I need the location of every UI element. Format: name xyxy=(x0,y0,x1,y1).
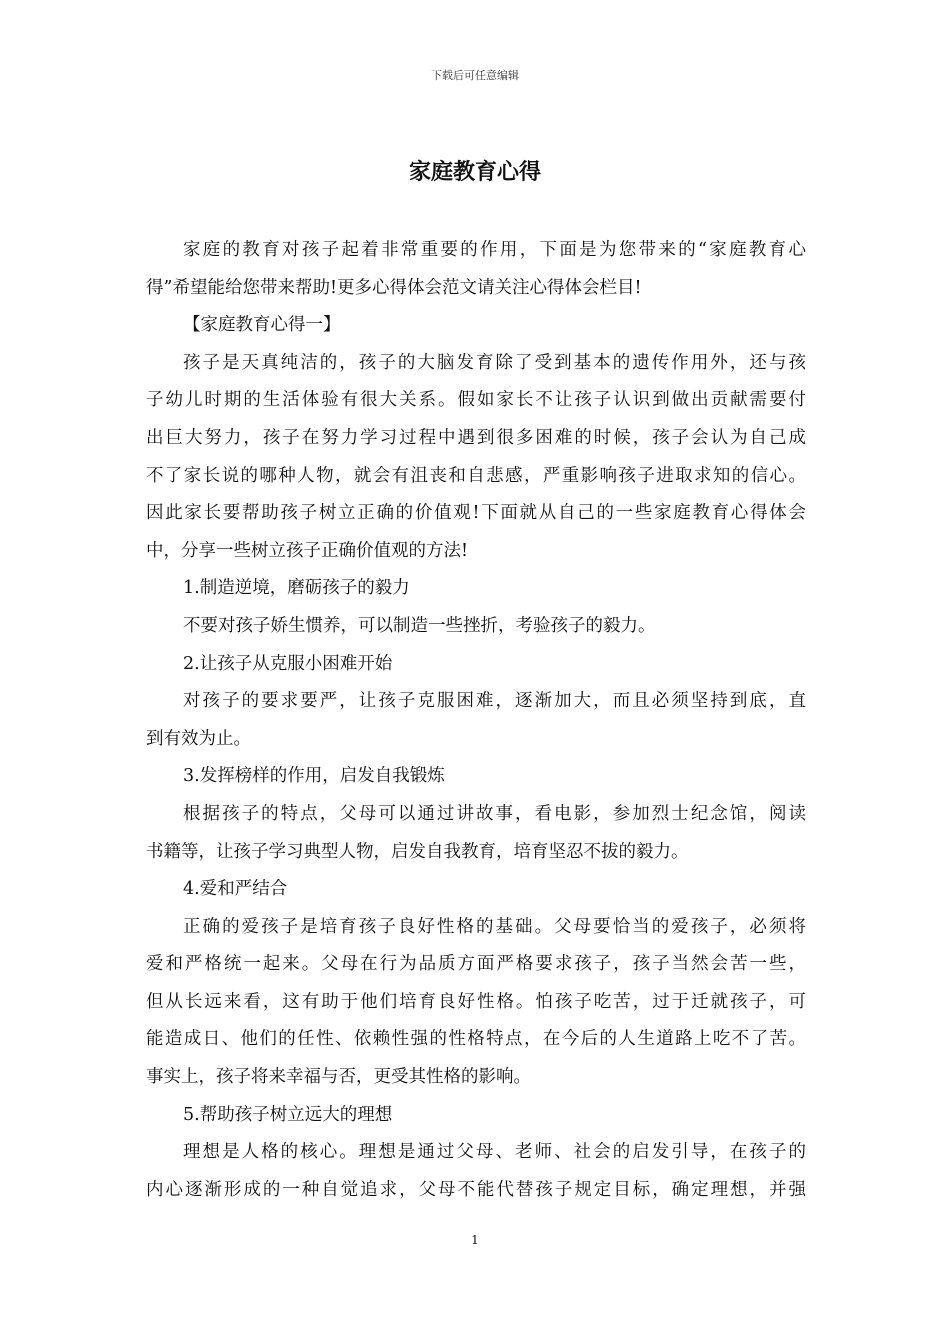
paragraph-line: 对孩子的要求要严，让孩子克服困难，逐渐加大，而且必须坚持到底，直 xyxy=(183,691,806,712)
paragraph-line: 孩子是天真纯洁的，孩子的大脑发育除了受到基本的遗传作用外，还与孩 xyxy=(183,352,806,373)
paragraph-line: 正确的爱孩子是培育孩子良好性格的基础。父母要恰当的爱孩子，必须将 xyxy=(183,916,806,937)
page-number: 1 xyxy=(471,1233,479,1247)
paragraph-line: 到有效为止。 xyxy=(146,728,251,749)
paragraph-line: 因此家长要帮助孩子树立正确的价值观!下面就从自己的一些家庭教育心得体会 xyxy=(146,503,806,524)
paragraph-line: 【家庭教育心得一】 xyxy=(183,315,341,336)
paragraph-line: 事实上，孩子将来幸福与否，更受其性格的影响。 xyxy=(146,1067,531,1088)
paragraph-line: 书籍等，让孩子学习典型人物，启发自我教育，培育坚忍不拔的毅力。 xyxy=(146,841,689,862)
paragraph-line: 根据孩子的特点，父母可以通过讲故事，看电影，参加烈士纪念馆，阅读 xyxy=(183,803,806,824)
paragraph-line: 出巨大努力，孩子在努力学习过程中遇到很多困难的时候，孩子会认为自己成 xyxy=(146,427,806,448)
document-body xyxy=(146,232,806,1209)
paragraph-line: 内心逐渐形成的一种自觉追求，父母不能代替孩子规定目标，确定理想，并强 xyxy=(146,1179,806,1200)
paragraph-line: 1.制造逆境，磨砺孩子的毅力 xyxy=(183,578,410,599)
paragraph-line: 2.让孩子从克服小困难开始 xyxy=(183,653,393,674)
document-title: 家庭教育心得 xyxy=(408,160,541,185)
paragraph-line: 理想是人格的核心。理想是通过父母、老师、社会的启发引导，在孩子的 xyxy=(183,1142,806,1163)
header-note: 下载后可任意编辑 xyxy=(431,69,519,82)
paragraph-line: 3.发挥榜样的作用，启发自我锻炼 xyxy=(183,766,445,787)
paragraph-line: 4.爱和严结合 xyxy=(183,879,288,900)
paragraph-line: 得”希望能给您带来帮助!更多心得体会范文请关注心得体会栏目! xyxy=(146,277,642,298)
paragraph-line: 不要对孩子娇生惯养，可以制造一些挫折，考验孩子的毅力。 xyxy=(183,615,656,636)
paragraph-line: 能造成日、他们的任性、依赖性强的性格特点，在今后的人生道路上吃不了苦。 xyxy=(146,1029,806,1050)
paragraph-line: 子幼儿时期的生活体验有很大关系。假如家长不让孩子认识到做出贡献需要付 xyxy=(146,390,806,411)
paragraph-line: 5.帮助孩子树立远大的理想 xyxy=(183,1104,393,1125)
paragraph-line: 家庭的教育对孩子起着非常重要的作用，下面是为您带来的“家庭教育心 xyxy=(183,240,806,260)
paragraph-line: 不了家长说的哪种人物，就会有沮丧和自悲感，严重影响孩子进取求知的信心。 xyxy=(146,465,806,486)
paragraph-line: 但从长远来看，这有助于他们培育良好性格。怕孩子吃苦，过于迁就孩子，可 xyxy=(146,991,806,1012)
paragraph-line: 中，分享一些树立孩子正确价值观的方法! xyxy=(146,540,469,561)
paragraph-line: 爱和严格统一起来。父母在行为品质方面严格要求孩子，孩子当然会苦一些， xyxy=(146,954,806,975)
